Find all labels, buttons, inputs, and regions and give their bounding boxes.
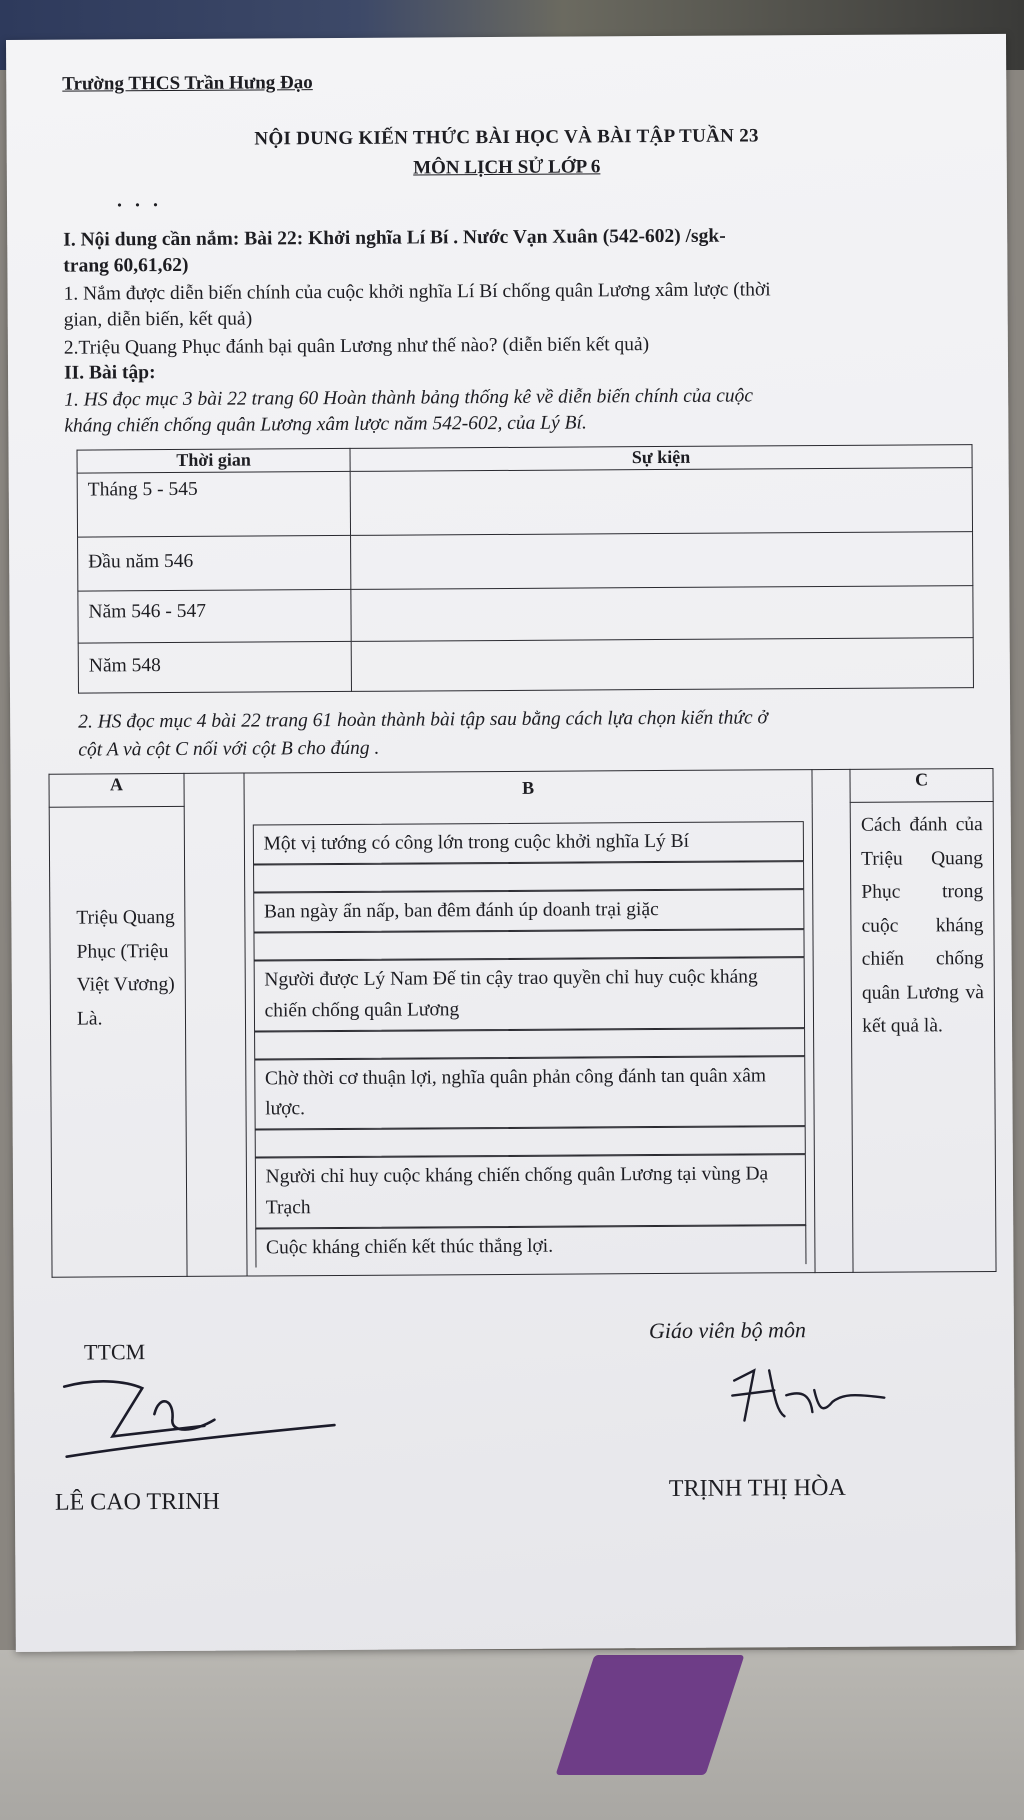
- section1-heading-cont: trang 60,61,62): [63, 254, 189, 277]
- event-answer-cell[interactable]: [351, 586, 973, 642]
- b-item[interactable]: Ban ngày ẩn nấp, ban đêm đánh úp doanh trại giặc: [253, 889, 805, 933]
- event-answer-cell[interactable]: [351, 532, 973, 590]
- col-header-event: Sự kiện: [350, 445, 972, 472]
- section1-item1: 1. Nắm được diễn biến chính của cuộc khởi nghĩa Lí Bí chống quân Lương xâm lược (thời: [63, 279, 771, 305]
- signature-title-left: TTCM: [83, 1339, 146, 1365]
- time-cell: Năm 546 - 547: [78, 589, 351, 643]
- b-item[interactable]: Chờ thời cơ thuận lợi, nghĩa quân phản công đánh tan quân xâm lược.: [254, 1056, 806, 1130]
- b-spacer: [254, 1028, 806, 1059]
- section1-item1-cont: gian, diễn biến, kết quả): [63, 308, 253, 331]
- signature-right-scribble: [714, 1350, 895, 1441]
- b-items-list: [244, 821, 814, 1267]
- table-row: [77, 468, 972, 537]
- b-item[interactable]: Cuộc kháng chiến kết thúc thắng lợi.: [255, 1225, 807, 1268]
- exercise1-prompt: 1. HS đọc mục 3 bài 22 trang 60 Hoàn thành bảng thống kê về diễn biến chính của cuộc: [64, 385, 754, 411]
- column-a-text: Triệu Quang Phục (Triệu Việt Vương) Là.: [49, 806, 187, 1277]
- b-spacer: [254, 1126, 806, 1157]
- exercise1-prompt-cont: kháng chiến chống quân Lương xâm lược năm 542-602, của Lý Bí.: [64, 412, 587, 437]
- col-header-b: B: [522, 777, 535, 798]
- section1-item2: 2.Triệu Quang Phục đánh bại quân Lương như thế nào? (diễn biến kết quả): [63, 334, 650, 359]
- signer-name-right: TRỊNH THỊ HÒA: [668, 1474, 846, 1502]
- time-cell: Năm 548: [78, 641, 351, 693]
- worksheet-paper: [6, 34, 1016, 1652]
- col-header-a: A: [49, 773, 184, 807]
- column-c-text: Cách đánh của Triệu Quang Phục trong cuộc kháng chiến chống quân Lương và kết quả là.: [850, 801, 996, 1272]
- document-title: NỘI DUNG KIẾN THỨC BÀI HỌC VÀ BÀI TẬP TUẦN 23: [254, 125, 759, 150]
- col-header-c: C: [850, 768, 993, 802]
- section2-heading: II. Bài tập:: [63, 362, 156, 384]
- b-item[interactable]: Người được Lý Nam Đế tin cậy trao quyền chỉ huy cuộc kháng chiến chống quân Lương: [253, 958, 805, 1032]
- signer-name-left: LÊ CAO TRINH: [54, 1488, 220, 1516]
- b-spacer: [253, 930, 805, 961]
- signature-left-scribble: [54, 1373, 355, 1465]
- signature-title-right: Giáo viên bộ môn: [648, 1317, 807, 1344]
- connector-gap-a[interactable]: [184, 773, 247, 1276]
- table-row: [78, 532, 973, 591]
- timeline-table: [77, 444, 974, 693]
- b-spacer: [253, 861, 805, 892]
- event-answer-cell[interactable]: [350, 468, 972, 536]
- time-cell: Tháng 5 - 545: [77, 471, 350, 537]
- event-answer-cell[interactable]: [351, 638, 973, 692]
- background-desk-bottom: [0, 1650, 1024, 1820]
- exercise2-prompt: 2. HS đọc mục 4 bài 22 trang 61 hoàn thành bài tập sau bằng cách lựa chọn kiến thức ở: [78, 707, 768, 733]
- column-b-cell: [244, 770, 816, 1276]
- subject-title: MÔN LỊCH SỬ LỚP 6: [413, 156, 601, 179]
- col-header-time: Thời gian: [77, 448, 350, 473]
- section1-heading: I. Nội dung cần nắm: Bài 22: Khởi nghĩa Lí Bí . Nước Vạn Xuân (542-602) /sgk-: [63, 225, 726, 251]
- connector-gap-c[interactable]: [812, 769, 853, 1272]
- table-row: [78, 638, 973, 693]
- title-dots: . . .: [116, 189, 163, 212]
- exercise2-prompt-cont: cột A và cột C nối với cột B cho đúng .: [78, 737, 380, 761]
- table-row: [78, 586, 973, 643]
- matching-table: [48, 768, 996, 1278]
- b-item[interactable]: Một vị tướng có công lớn trong cuộc khởi nghĩa Lý Bí: [252, 821, 804, 865]
- school-name: Trường THCS Trần Hưng Đạo: [62, 72, 313, 95]
- b-item[interactable]: Người chỉ huy cuộc kháng chiến chống quân Lương tại vùng Dạ Trạch: [254, 1154, 806, 1228]
- time-cell: Đầu năm 546: [78, 535, 351, 591]
